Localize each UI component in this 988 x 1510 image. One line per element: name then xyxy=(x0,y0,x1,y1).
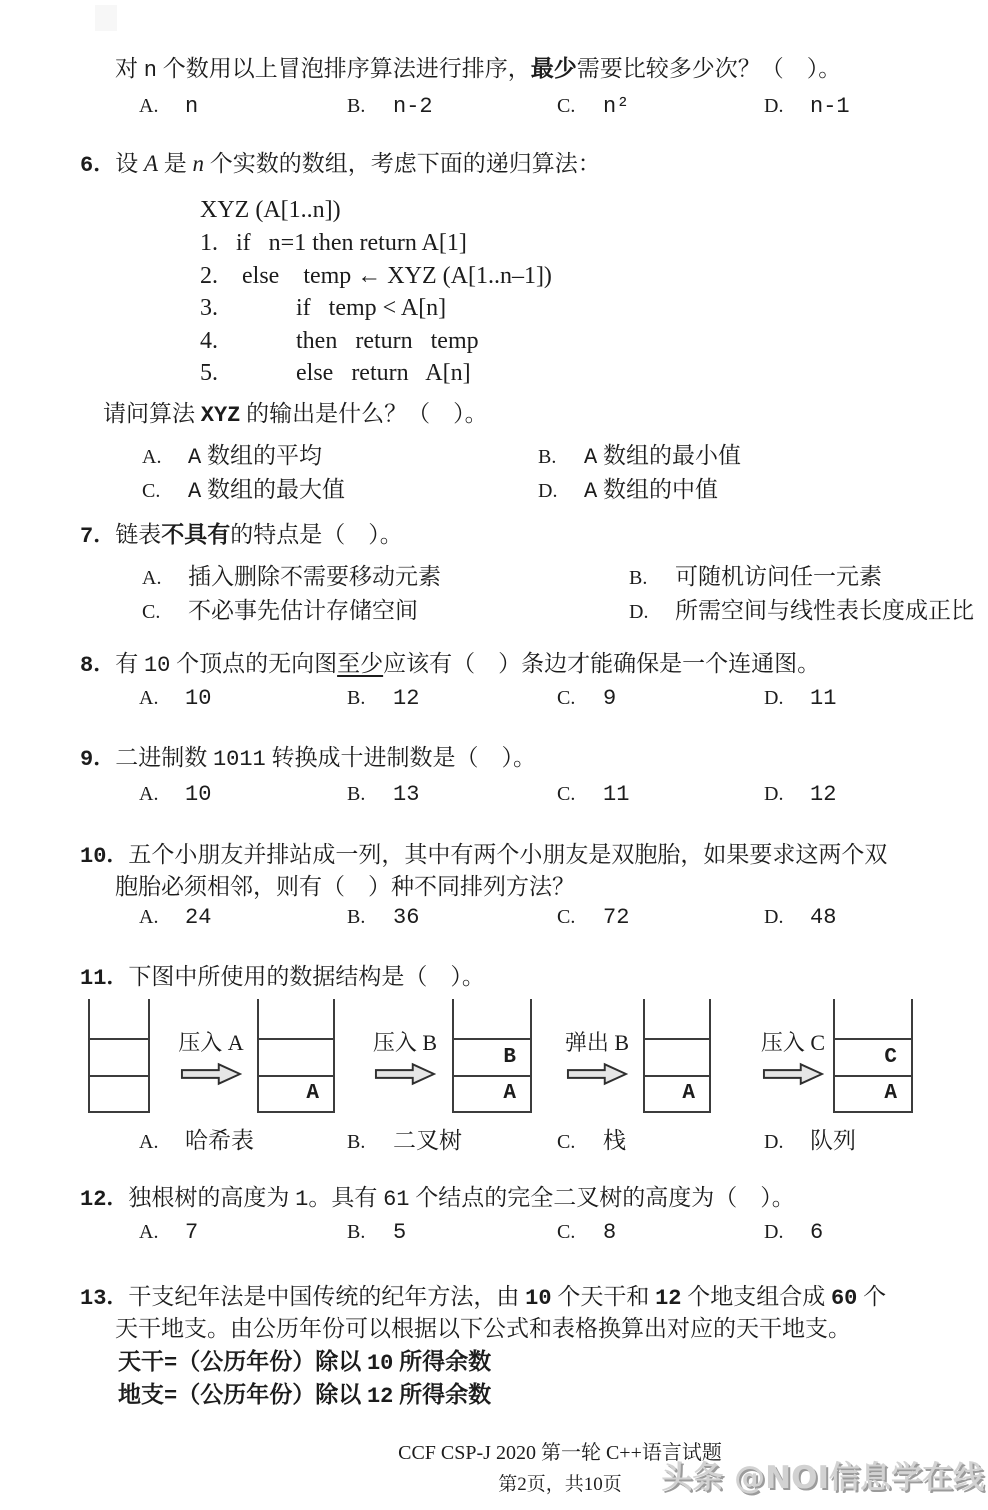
right-arrow-icon xyxy=(180,1061,242,1087)
option-d-letter: D. xyxy=(764,783,784,805)
option-b-letter: B. xyxy=(347,687,366,709)
option-d-text: 队列 xyxy=(810,1128,856,1153)
q7-stem-bold: 不具有 xyxy=(161,522,231,547)
footer-title: CCF CSP-J 2020 第一轮 C++语言试题 xyxy=(398,1442,722,1464)
option-a-value: 24 xyxy=(185,905,212,930)
question-6-options-row2 xyxy=(0,471,988,504)
question-11-options xyxy=(0,1122,988,1152)
question-9-options xyxy=(0,780,988,810)
question-5-stem xyxy=(115,55,841,84)
watermark-text: 头条 @NOI信息学在线 xyxy=(661,1460,984,1496)
option-c-value: 11 xyxy=(603,782,630,807)
option-c xyxy=(557,780,629,807)
q6-var-n: n xyxy=(192,151,205,176)
option-b-letter: B. xyxy=(347,783,366,805)
formula1-body: （公历年份）除以 xyxy=(177,1349,367,1374)
arrow-group-4 xyxy=(748,1026,838,1087)
formula1-label: 天干 xyxy=(118,1349,164,1374)
arrow-group-3 xyxy=(552,1026,642,1087)
option-d-value: 12 xyxy=(810,782,837,807)
question-9-stem xyxy=(80,744,536,773)
q6-var-a: A xyxy=(143,151,159,176)
question-11-stem xyxy=(80,963,485,992)
option-c xyxy=(557,1122,626,1155)
stack-1-cell-top xyxy=(90,999,148,1038)
formula1-tail: 所得余数 xyxy=(393,1349,492,1374)
option-a-value: 7 xyxy=(185,1220,199,1245)
q13-number: 13． xyxy=(80,1286,129,1311)
question-7-stem xyxy=(80,521,403,550)
stack-1-cell-bottom xyxy=(90,1075,148,1111)
q6-ask-pre: 请问算法 xyxy=(103,401,201,426)
stack-2-cell-top xyxy=(259,999,333,1038)
option-d-value: n-1 xyxy=(810,94,850,119)
q6-code-line-1: 1. if n=1 then return A[1] xyxy=(200,230,467,256)
footer-page-number: 第2页，共10页 xyxy=(498,1474,622,1495)
arrow-4-label: 压入 C xyxy=(760,1030,826,1055)
stack-4 xyxy=(643,999,711,1113)
formula1-equals: = xyxy=(164,1351,178,1376)
option-d xyxy=(764,1122,856,1155)
option-a xyxy=(139,903,211,930)
question-6-options-row1 xyxy=(0,437,988,470)
q9-number: 9． xyxy=(80,747,116,772)
option-d xyxy=(764,684,836,711)
option-b-letter: B. xyxy=(538,446,557,468)
question-13-stem-line2: 天干地支。由公历年份可以根据以下公式和表格换算出对应的天干地支。 xyxy=(115,1316,851,1341)
option-b xyxy=(347,1218,406,1245)
question-5-options xyxy=(0,92,988,122)
formula2-num: 12 xyxy=(366,1384,394,1409)
arrow-group-1 xyxy=(166,1026,256,1087)
arrow-1-label: 压入 A xyxy=(178,1030,244,1055)
option-d-value: 6 xyxy=(810,1220,824,1245)
formula2-equals: = xyxy=(164,1384,178,1409)
q9-num: 1011 xyxy=(212,747,266,772)
q13-num-60: 60 xyxy=(830,1286,858,1311)
q11-number: 11． xyxy=(80,966,129,991)
q13-l1-c: 个地支组合成 xyxy=(681,1284,831,1309)
q10-number: 10． xyxy=(80,844,129,869)
q6-stem-pre: 设 xyxy=(115,151,144,176)
option-c xyxy=(557,92,629,119)
option-b-text: 可随机访问任一元素 xyxy=(675,564,882,589)
q6-ask-post: 的输出是什么？（ ）。 xyxy=(240,401,488,426)
q9-stem-pre: 二进制数 xyxy=(115,745,213,770)
option-d-var: A xyxy=(584,479,598,504)
option-a xyxy=(139,780,211,807)
option-d-letter: D. xyxy=(764,687,784,709)
option-c-text: 不必事先估计存储空间 xyxy=(188,598,418,623)
option-a xyxy=(139,92,198,119)
q12-stem-pre: 独根树的高度为 xyxy=(128,1185,296,1210)
option-a-letter: A. xyxy=(139,95,159,117)
q13-formula-dizhi xyxy=(118,1381,491,1410)
q8-stem-pre: 有 xyxy=(115,651,144,676)
q12-number: 12． xyxy=(80,1187,129,1212)
option-b-value: n-2 xyxy=(393,94,433,119)
question-10-stem-line2: 胞胎必须相邻，则有（ ）种不同排列方法？ xyxy=(115,874,575,899)
question-10-stem-line1 xyxy=(80,841,887,870)
option-c-letter: C. xyxy=(557,783,576,805)
q13-formula-tiangan xyxy=(118,1348,491,1377)
option-a xyxy=(139,1218,198,1245)
option-c xyxy=(557,903,629,930)
stack-1 xyxy=(88,999,150,1113)
q8-number: 8． xyxy=(80,653,116,678)
option-b xyxy=(347,780,419,807)
option-a-value: 10 xyxy=(185,782,212,807)
option-c-text: 栈 xyxy=(603,1128,626,1153)
stack-3-cell-bottom: A xyxy=(454,1075,530,1111)
q6-code-line-3: 3. if temp < A[n] xyxy=(200,295,447,321)
option-b-value: 5 xyxy=(393,1220,407,1245)
stack-4-cell-mid xyxy=(645,1038,709,1074)
q5-stem-bold: 最少 xyxy=(530,56,577,81)
q12-stem-post: 个结点的完全二叉树的高度为（ ）。 xyxy=(409,1185,795,1210)
option-a-letter: A. xyxy=(139,1221,159,1243)
option-c xyxy=(142,592,418,625)
q5-var-n: n xyxy=(143,58,157,83)
option-d-text: 数组的中值 xyxy=(597,477,718,502)
q7-number: 7． xyxy=(80,524,116,549)
option-d xyxy=(764,903,836,930)
option-a-value: 10 xyxy=(185,686,212,711)
option-b-letter: B. xyxy=(347,1221,366,1243)
question-8-stem xyxy=(80,650,820,679)
arrow-3-label: 弹出 B xyxy=(564,1030,630,1055)
right-arrow-icon xyxy=(762,1061,824,1087)
option-a-letter: A. xyxy=(139,1131,159,1153)
arrow-2-label: 压入 B xyxy=(372,1030,438,1055)
option-c-letter: C. xyxy=(142,601,161,623)
option-c-letter: C. xyxy=(557,906,576,928)
option-b-value: 13 xyxy=(393,782,420,807)
option-a-text: 哈希表 xyxy=(185,1128,254,1153)
q13-l1-d: 个 xyxy=(857,1284,887,1309)
option-a xyxy=(142,558,441,591)
question-7-options-row2 xyxy=(0,592,988,622)
q12-num2: 61 xyxy=(383,1187,410,1212)
stack-4-cell-bottom: A xyxy=(645,1075,709,1111)
question-8-options xyxy=(0,684,988,714)
option-b-value: 36 xyxy=(393,905,420,930)
option-d-letter: D. xyxy=(764,906,784,928)
q5-stem-post: 需要比较多少次？（ ）。 xyxy=(576,56,842,81)
option-b-text: 数组的最小值 xyxy=(597,443,741,468)
option-b-letter: B. xyxy=(347,1131,366,1153)
option-d xyxy=(764,780,836,807)
option-c-letter: C. xyxy=(557,95,576,117)
scan-artifact xyxy=(95,5,117,31)
formula2-label: 地支 xyxy=(118,1382,164,1407)
option-a-letter: A. xyxy=(139,906,159,928)
stack-5-cell-top xyxy=(835,999,911,1038)
q6-code-line-2: 2. else temp ← XYZ (A[1..n–1]) xyxy=(200,263,552,289)
option-d xyxy=(538,471,718,504)
option-d xyxy=(764,92,850,119)
option-d-letter: D. xyxy=(629,601,649,623)
option-a-letter: A. xyxy=(142,567,162,589)
option-d-text: 所需空间与线性表长度成正比 xyxy=(675,598,974,623)
q7-stem-post: 的特点是（ ）。 xyxy=(230,522,403,547)
q8-underlined: 至少 xyxy=(337,651,384,676)
formula2-body: （公历年份）除以 xyxy=(177,1382,367,1407)
option-a xyxy=(139,684,211,711)
option-d-letter: D. xyxy=(538,480,558,502)
stack-2-cell-bottom: A xyxy=(259,1075,333,1111)
q13-l1-b: 个天干和 xyxy=(551,1284,656,1309)
stack-2-cell-mid xyxy=(259,1038,333,1074)
stack-3-cell-mid: B xyxy=(454,1038,530,1074)
stack-4-cell-top xyxy=(645,999,709,1038)
question-12-options xyxy=(0,1218,988,1248)
right-arrow-icon xyxy=(566,1061,628,1087)
stack-3 xyxy=(452,999,532,1113)
q8-stem-mid: 个顶点的无向图 xyxy=(170,651,338,676)
q13-num-12: 12 xyxy=(655,1286,682,1311)
option-a-text: 插入删除不需要移动元素 xyxy=(188,564,441,589)
option-a-letter: A. xyxy=(142,446,162,468)
q6-stem-mid: 是 xyxy=(158,151,193,176)
question-6-stem xyxy=(80,150,601,179)
option-b xyxy=(629,558,882,591)
option-d-letter: D. xyxy=(764,1131,784,1153)
q10-line1: 五个小朋友并排站成一列，其中有两个小朋友是双胞胎，如果要求这两个双 xyxy=(128,842,888,867)
stack-2 xyxy=(257,999,335,1113)
option-c xyxy=(557,1218,616,1245)
q5-stem-pre: 对 xyxy=(115,56,144,81)
stack-1-cell-mid xyxy=(90,1038,148,1074)
stack-5-cell-mid: C xyxy=(835,1038,911,1074)
option-c-value: 8 xyxy=(603,1220,617,1245)
q11-stem-text: 下图中所使用的数据结构是（ ）。 xyxy=(128,964,485,989)
option-c xyxy=(142,471,345,504)
option-b xyxy=(347,92,433,119)
option-b-value: 12 xyxy=(393,686,420,711)
option-c-letter: C. xyxy=(557,687,576,709)
option-d xyxy=(764,1218,823,1245)
option-c-letter: C. xyxy=(557,1221,576,1243)
option-c xyxy=(557,684,616,711)
q13-num-10: 10 xyxy=(525,1286,552,1311)
option-c-letter: C. xyxy=(557,1131,576,1153)
question-7-options-row1 xyxy=(0,558,988,588)
q12-num1: 1 xyxy=(295,1187,309,1212)
q5-stem-mid: 个数用以上冒泡排序算法进行排序， xyxy=(156,56,531,81)
right-arrow-icon xyxy=(374,1061,436,1087)
option-c-letter: C. xyxy=(142,480,161,502)
option-b xyxy=(347,684,419,711)
option-a-var: A xyxy=(188,445,202,470)
option-d-value: 48 xyxy=(810,905,837,930)
q8-stem-post: 应该有（ ）条边才能确保是一个连通图。 xyxy=(383,651,821,676)
q6-ask-line xyxy=(103,400,488,429)
option-c-text: 数组的最大值 xyxy=(201,477,345,502)
option-d-letter: D. xyxy=(764,1221,784,1243)
arrow-group-2 xyxy=(360,1026,450,1087)
option-c-value: 9 xyxy=(603,686,617,711)
q8-num: 10 xyxy=(143,653,171,678)
q6-code-line-4: 4. then return temp xyxy=(200,328,479,354)
option-a-letter: A. xyxy=(139,783,159,805)
q12-stem-mid: 。具有 xyxy=(308,1185,384,1210)
q6-code-line-0: XYZ (A[1..n]) xyxy=(200,197,341,223)
question-13-stem-line1 xyxy=(80,1283,886,1312)
option-a-text: 数组的平均 xyxy=(201,443,322,468)
option-b-letter: B. xyxy=(629,567,648,589)
question-10-options xyxy=(0,903,988,933)
q9-stem-post: 转换成十进制数是（ ）。 xyxy=(265,745,537,770)
stack-3-cell-top xyxy=(454,999,530,1038)
option-a-letter: A. xyxy=(139,687,159,709)
option-c-var: A xyxy=(188,479,202,504)
option-d-value: 11 xyxy=(810,686,837,711)
option-c-value: 72 xyxy=(603,905,630,930)
option-d xyxy=(629,592,974,625)
option-a xyxy=(139,1122,254,1155)
option-a xyxy=(142,437,322,470)
option-b-letter: B. xyxy=(347,906,366,928)
option-b-text: 二叉树 xyxy=(393,1128,462,1153)
q7-stem-pre: 链表 xyxy=(115,522,162,547)
question-12-stem xyxy=(80,1184,795,1213)
stack-5-cell-bottom: A xyxy=(835,1075,911,1111)
stack-5 xyxy=(833,999,913,1113)
q6-code-line-5: 5. else return A[n] xyxy=(200,360,471,386)
option-b xyxy=(538,437,741,470)
q6-number: 6． xyxy=(80,153,116,178)
option-b-var: A xyxy=(584,445,598,470)
option-b xyxy=(347,1122,462,1155)
option-d-letter: D. xyxy=(764,95,784,117)
q6-stem-post: 个实数的数组，考虑下面的递归算法： xyxy=(204,151,601,176)
option-a-value: n xyxy=(185,94,199,119)
option-c-value: n² xyxy=(603,94,630,119)
formula2-tail: 所得余数 xyxy=(393,1382,492,1407)
q6-ask-xyz: XYZ xyxy=(200,403,241,428)
q13-l1-a: 干支纪年法是中国传统的纪年方法，由 xyxy=(128,1284,526,1309)
option-b xyxy=(347,903,419,930)
option-b-letter: B. xyxy=(347,95,366,117)
formula1-num: 10 xyxy=(366,1351,394,1376)
